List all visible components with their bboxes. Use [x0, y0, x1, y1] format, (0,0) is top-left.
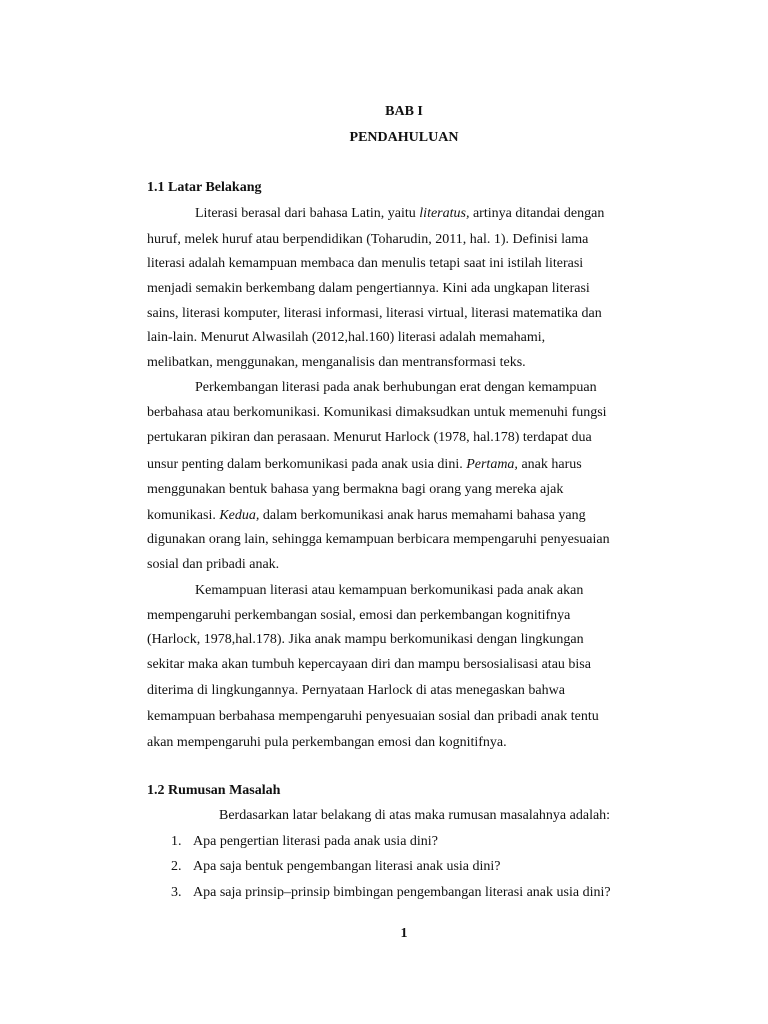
text-run: Literasi berasal dari bahasa Latin, yaitu [195, 206, 420, 221]
section-title-latar-belakang: 1.1 Latar Belakang [147, 180, 262, 195]
paragraph-line [147, 457, 582, 473]
paragraph-line: digunakan orang lain, sehingga kemampuan berbicara mempengaruhi penyesuaian [147, 532, 610, 547]
list-item [171, 859, 501, 875]
paragraph-line: berbahasa atau berkomunikasi. Komunikasi dimaksudkan untuk memenuhi fungsi [147, 405, 607, 420]
paragraph-line: akan mempengaruhi pula perkembangan emosi dan kognitifnya. [147, 735, 507, 750]
paragraph-line: lain-lain. Menurut Alwasilah (2012,hal.160) literasi adalah memahami, [147, 330, 546, 345]
list-text: Apa saja prinsip–prinsip bimbingan pengembangan literasi anak usia dini? [193, 885, 611, 900]
text-run: komunikasi. [147, 508, 220, 523]
italic-term: Pertama, [466, 457, 518, 472]
paragraph-line: menjadi semakin berkembang dalam pengertiannya. Kini ada ungkapan literasi [147, 281, 590, 296]
list-number: 1. [171, 834, 182, 849]
page-number: 1 [400, 926, 408, 941]
list-text: Apa saja bentuk pengembangan literasi anak usia dini? [193, 859, 501, 874]
list-item [171, 885, 611, 901]
paragraph-line: diterima di lingkungannya. Pernyataan Harlock di atas menegaskan bahwa [147, 683, 565, 698]
list-text: Apa pengertian literasi pada anak usia dini? [193, 834, 438, 849]
italic-term: literatus, [419, 206, 470, 221]
paragraph-line: melibatkan, menggunakan, menganalisis dan mentransformasi teks. [147, 355, 526, 370]
paragraph-line: sosial dan pribadi anak. [147, 557, 280, 572]
list-number: 2. [171, 859, 182, 874]
text-run: dalam berkomunikasi anak harus memahami bahasa yang [259, 508, 586, 523]
paragraph-line: menggunakan bentuk bahasa yang bermakna bagi orang yang mereka ajak [147, 482, 564, 497]
text-run: unsur penting dalam berkomunikasi pada anak usia dini. [147, 457, 467, 472]
paragraph-line: sekitar maka akan tumbuh kepercayaan diri dan mampu bersosialisasi atau bisa [147, 657, 591, 672]
paragraph-line: sains, literasi komputer, literasi informasi, literasi virtual, literasi matematika dan [147, 306, 602, 321]
list-number: 3. [171, 885, 182, 900]
paragraph-line: Perkembangan literasi pada anak berhubungan erat dengan kemampuan [195, 380, 597, 395]
section-title-rumusan-masalah: 1.2 Rumusan Masalah [147, 783, 281, 798]
paragraph-line: kemampuan berbahasa mempengaruhi penyesuaian sosial dan pribadi anak tentu [147, 709, 599, 724]
paragraph-line: Kemampuan literasi atau kemampuan berkomunikasi pada anak akan [195, 583, 584, 598]
paragraph-line: (Harlock, 1978,hal.178). Jika anak mampu berkomunikasi dengan lingkungan [147, 632, 584, 647]
text-run: artinya ditandai dengan [469, 206, 605, 221]
list-item [171, 834, 438, 850]
paragraph-line [147, 508, 586, 524]
italic-term: Kedua, [219, 508, 260, 523]
section-intro: Berdasarkan latar belakang di atas maka rumusan masalahnya adalah: [219, 808, 611, 823]
paragraph-line: literasi adalah kemampuan membaca dan menulis tetapi saat ini istilah literasi [147, 256, 584, 271]
chapter-title: PENDAHULUAN [349, 130, 459, 145]
text-run: anak harus [517, 457, 582, 472]
paragraph-line [195, 206, 604, 222]
paragraph-line: pertukaran pikiran dan perasaan. Menurut Harlock (1978, hal.178) terdapat dua [147, 430, 592, 445]
paragraph-line: mempengaruhi perkembangan sosial, emosi dan perkembangan kognitifnya [147, 608, 571, 623]
chapter-number: BAB I [385, 104, 423, 119]
paragraph-line: huruf, melek huruf atau berpendidikan (Toharudin, 2011, hal. 1). Definisi lama [147, 232, 589, 247]
